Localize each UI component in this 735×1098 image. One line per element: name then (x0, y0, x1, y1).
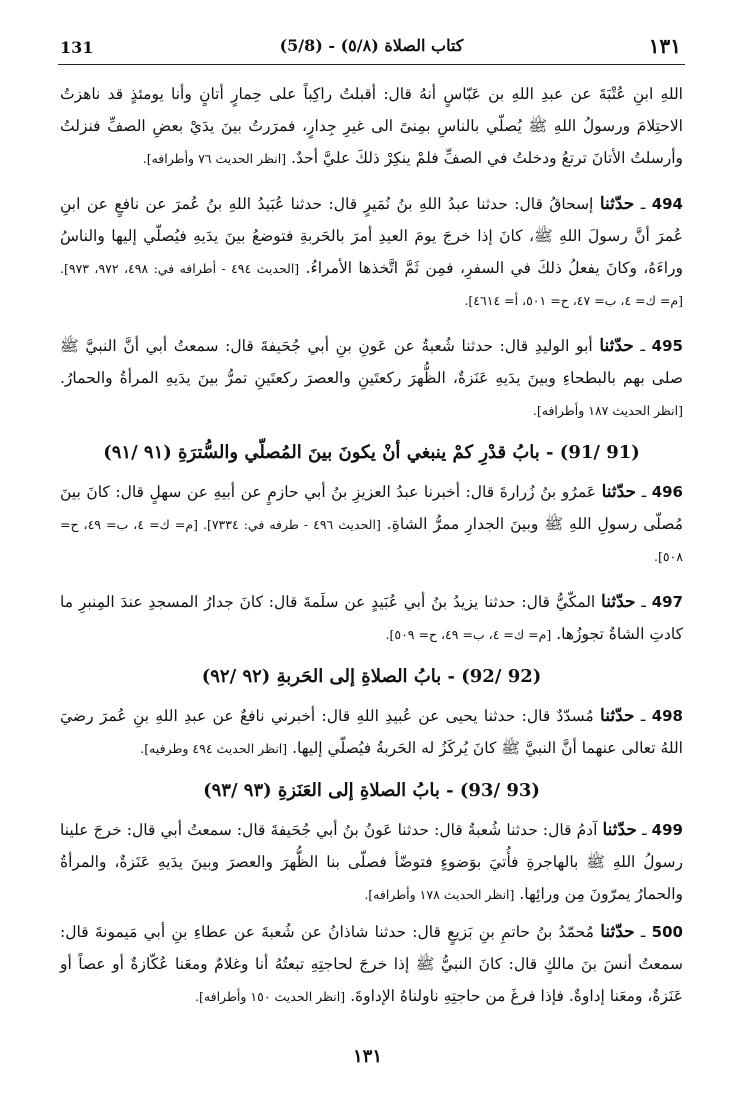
hadith-number: 499 (651, 821, 683, 839)
page-number-latin: 131 (60, 38, 94, 57)
chapter-heading-91: (91 /91) - بابُ قدْرِ كمْ ينبغي أنْ يكونَ بينَ المُصلّي والسُّترَةِ (٩١ /٩١) (103, 442, 640, 463)
chapter-heading-93: (93 /93) - بابُ الصلاةِ إلى العَنَزةِ (٩٣ /٩٣) (203, 780, 540, 801)
hadith-498: 498 ـ حدّثنا مُسدّدٌ قال: حدثنا يحيى عن عُبيدِ اللهِ قال: أخبرني نافعٌ عن عبدِ اللهِ بنِ عُمرَ رضيَ اللهُ تعالى عنهما أنَّ النبيَّ ﷺ كانَ يُركَزُ له الحَربةُ فيُصلّي إليها. [انظر الحديث ٤٩٤ وطرفيه]. (60, 706, 683, 757)
page-body (60, 78, 683, 1018)
page-header (58, 30, 685, 65)
hadith-text: المكّيُّ قال: حدثنا يزيدُ بنُ أبي عُبَيدٍ عن سلَمةَ قال: كانَ جدارُ المسجدِ عندَ المِنبرِ ما كادتِ الشاةُ تجوزُها. (60, 593, 683, 643)
hadith-494: 494 ـ حدّثنا إسحاقُ قال: حدثنا عبدُ اللهِ بنُ نُمَيرٍ قال: حدثنا عُبَيدُ اللهِ بنُ عُمرَ عن نافعٍ عن ابنِ عُمرَ أنَّ رسولَ اللهِ ﷺ، كانَ إذا خرجَ يومَ العيدِ أمرَ بالحَربةِ فتوضعُ بينَ يدَيهِ فيُصلّي إليها والناسُ وراءَهُ، وكانَ يفعلُ ذلكَ في السفرِ، فمِن ثَمَّ اتَّخذها الأمراءُ. [الحديث ٤٩٤ - أطرافه في: ٤٩٨، ٩٧٢، ٩٧٣]. [م= ك= ٤، ب= ٤٧، ح= ٥٠١، أ= ٤٦١٤]. (60, 194, 683, 308)
hadith-number: 498 (651, 707, 683, 725)
hadith-reference: [م= ك= ٤، ب= ٤٩، ح= ٥٠٩]. (385, 627, 552, 642)
hadith-reference: [انظر الحديث ٧٦ وأطرافه]. (142, 151, 287, 166)
hadith-reference: [الحديث ٤٩٦ - طرفه في: ٧٣٣٤]. [م= ك= ٤، ب= ٤٩، ح= ٥٠٨]. (60, 517, 683, 564)
page-folio: ١٣١ (352, 1046, 382, 1067)
hadith-lead: حدّثنا (601, 482, 637, 502)
hadith-number: 496 (651, 483, 683, 501)
hadith-reference: [انظر الحديث ٤٩٤ وطرفيه]. (140, 741, 288, 756)
hadith-text: أبو الوليدِ قال: حدثنا شُعبةُ عن عَونِ بنِ أبي جُحَيفةَ قال: سمعتُ أبي أنَّ النبيَّ ﷺ صلى بهم بالبطحاءِ وبينَ يدَيهِ عَنَزةٌ، الظُّهرَ ركعتَينِ والعصرَ ركعتَينِ تمرُّ بينَ يدَيهِ المرأةُ والحمارُ. (60, 337, 683, 387)
page-number-arabic: ١٣١ (648, 34, 681, 58)
hadith-lead: حدّثنا (602, 820, 637, 840)
hadith-lead: حدّثنا (599, 336, 634, 356)
hadith-number: 497 (651, 593, 683, 611)
hadith-lead: حدّثنا (599, 194, 635, 214)
running-title: (5/8) - كتاب الصلاة (٥/٨) (279, 36, 464, 55)
hadith-text: آدمُ قال: حدثنا شُعبةُ قال: حدثنا عَونُ بنُ أبي جُحَيفةَ قال: سمعتُ أبي قال: خرجَ علينا رسولُ اللهِ ﷺ بالهاجرةِ فأُتيَ بوَضوءٍ فتوضّأ فصلّى بنا الظُّهرَ والعصرَ وبينَ يدَيهِ عَنَزةٌ، والمرأةُ والحمارُ يمرّونَ مِن ورائِها. (60, 821, 683, 903)
hadith-lead: حدّثنا (600, 706, 635, 726)
hadith-number: 500 (651, 923, 683, 941)
hadith-number: 495 (651, 337, 683, 355)
chapter-heading-92: (92 /92) - بابُ الصلاةِ إلى الحَربةِ (٩٢ /٩٢) (201, 666, 542, 687)
hadith-continuation (60, 78, 683, 174)
hadith-text: مُسدّدٌ قال: حدثنا يحيى عن عُبيدِ اللهِ قال: أخبرني نافعٌ عن عبدِ اللهِ بنِ عُمرَ رضيَ اللهُ تعالى عنهما أنَّ النبيَّ ﷺ كانَ يُركَزُ له الحَربةُ فيُصلّي إليها. (60, 707, 683, 757)
hadith-reference: [انظر الحديث ١٧٨ وأطرافه]. (364, 887, 515, 902)
hadith-reference: [انظر الحديث ١٥٠ وأطرافه]. (195, 989, 346, 1004)
hadith-500: 500 ـ حدّثنا مُحمّدُ بنُ حاتمِ بنِ بَزيعٍ قال: حدثنا شاذانُ عن شُعبةَ عن عطاءِ بنِ أبي مَيمونةَ قال: سمعتُ أنسَ بنَ مالكٍ قال: كانَ النبيُّ ﷺ إذا خرجَ لحاجتِهِ تبعتُهُ أنا وغلامٌ ومعَنا عُكّازةٌ أو عصاً أو عَنَزةٌ، ومعَنا إداوةٌ. فإذا فرغَ من حاجتِهِ ناولناهُ الإداوةَ. [انظر الحديث ١٥٠ وأطرافه]. (60, 922, 683, 1005)
hadith-496: 496 ـ حدّثنا عَمرُو بنُ زُرارةَ قال: أخبرنا عبدُ العزيزِ بنُ أبي حازمٍ عن أبيهِ عن سهلٍ قال: كانَ بينَ مُصلّى رسولِ اللهِ ﷺ وبينَ الجدارِ ممرُّ الشاةِ. [الحديث ٤٩٦ - طرفه في: ٧٣٣٤]. [م= ك= ٤، ب= ٤٩، ح= ٥٠٨]. (60, 482, 683, 564)
hadith-reference: [الحديث ٤٩٤ - أطرافه في: ٤٩٨، ٩٧٢، ٩٧٣]. [م= ك= ٤، ب= ٤٧، ح= ٥٠١، أ= ٤٦١٤]. (60, 261, 683, 308)
hadith-499: 499 ـ حدّثنا آدمُ قال: حدثنا شُعبةُ قال: حدثنا عَونُ بنُ أبي جُحَيفةَ قال: سمعتُ أبي قال: خرجَ علينا رسولُ اللهِ ﷺ بالهاجرةِ فأُتيَ بوَضوءٍ فتوضّأ فصلّى بنا الظُّهرَ والعصرَ وبينَ يدَيهِ عَنَزةٌ، والمرأةُ والحمارُ يمرّونَ مِن ورائِها. [انظر الحديث ١٧٨ وأطرافه]. (60, 820, 683, 903)
hadith-495: 495 ـ حدّثنا أبو الوليدِ قال: حدثنا شُعبةُ عن عَونِ بنِ أبي جُحَيفةَ قال: سمعتُ أبي أنَّ النبيَّ ﷺ صلى بهم بالبطحاءِ وبينَ يدَيهِ عَنَزةٌ، الظُّهرَ ركعتَينِ والعصرَ ركعتَينِ تمرُّ بينَ يدَيهِ المرأةُ والحمارُ. [انظر الحديث ١٨٧ وأطرافه]. (60, 336, 683, 418)
hadith-lead: حدّثنا (600, 922, 635, 942)
hadith-text: إسحاقُ قال: حدثنا عبدُ اللهِ بنُ نُمَيرٍ قال: حدثنا عُبَيدُ اللهِ بنُ عُمرَ عن نافعٍ عن ابنِ عُمرَ أنَّ رسولَ اللهِ ﷺ، كانَ إذا خرجَ يومَ العيدِ أمرَ بالحَربةِ فتوضعُ بينَ يدَيهِ فيُصلّي إليها والناسُ وراءَهُ، وكانَ يفعلُ ذلكَ في السفرِ، فمِن ثَمَّ اتَّخذها الأمراءُ. (60, 195, 683, 277)
hadith-number: 494 (651, 195, 683, 213)
hadith-text: عَمرُو بنُ زُرارةَ قال: أخبرنا عبدُ العزيزِ بنُ أبي حازمٍ عن أبيهِ عن سهلٍ قال: كانَ بينَ مُصلّى رسولِ اللهِ ﷺ وبينَ الجدارِ ممرُّ الشاةِ. (60, 483, 683, 533)
hadith-reference: [انظر الحديث ١٨٧ وأطرافه]. (532, 403, 683, 418)
hadith-text: اللهِ ابنِ عُتْبَةَ عن عبدِ اللهِ بن عَبّاسٍ أنهُ قال: أقبلتُ راكِباً على حِمارٍ أتانٍ وأنا يومئذٍ قد ناهزتُ الاحتِلامَ ورسولُ اللهِ ﷺ يُصلّي بالناسِ بمِنىً الى غيرِ جِدارٍ، فمرَرتُ بينَ يدَيْ بعضِ الصفِّ فنزلتُ وأرسلتُ الأتانَ ترتعُ ودخلتُ في الصفِّ فلمْ ينكِرْ ذلكَ عليَّ أحدٌ. (60, 85, 683, 167)
hadith-text: مُحمّدُ بنُ حاتمِ بنِ بَزيعٍ قال: حدثنا شاذانُ عن شُعبةَ عن عطاءِ بنِ أبي مَيمونةَ قال: سمعتُ أنسَ بنَ مالكٍ قال: كانَ النبيُّ ﷺ إذا خرجَ لحاجتِهِ تبعتُهُ أنا وغلامٌ ومعَنا عُكّازةٌ أو عصاً أو عَنَزةٌ، ومعَنا إداوةٌ. فإذا فرغَ من حاجتِهِ ناولناهُ الإداوةَ. (60, 923, 683, 1005)
hadith-497: 497 ـ حدّثنا المكّيُّ قال: حدثنا يزيدُ بنُ أبي عُبَيدٍ عن سلَمةَ قال: كانَ جدارُ المسجدِ عندَ المِنبرِ ما كادتِ الشاةُ تجوزُها. [م= ك= ٤، ب= ٤٩، ح= ٥٠٩]. (60, 592, 683, 643)
hadith-lead: حدّثنا (601, 592, 636, 612)
